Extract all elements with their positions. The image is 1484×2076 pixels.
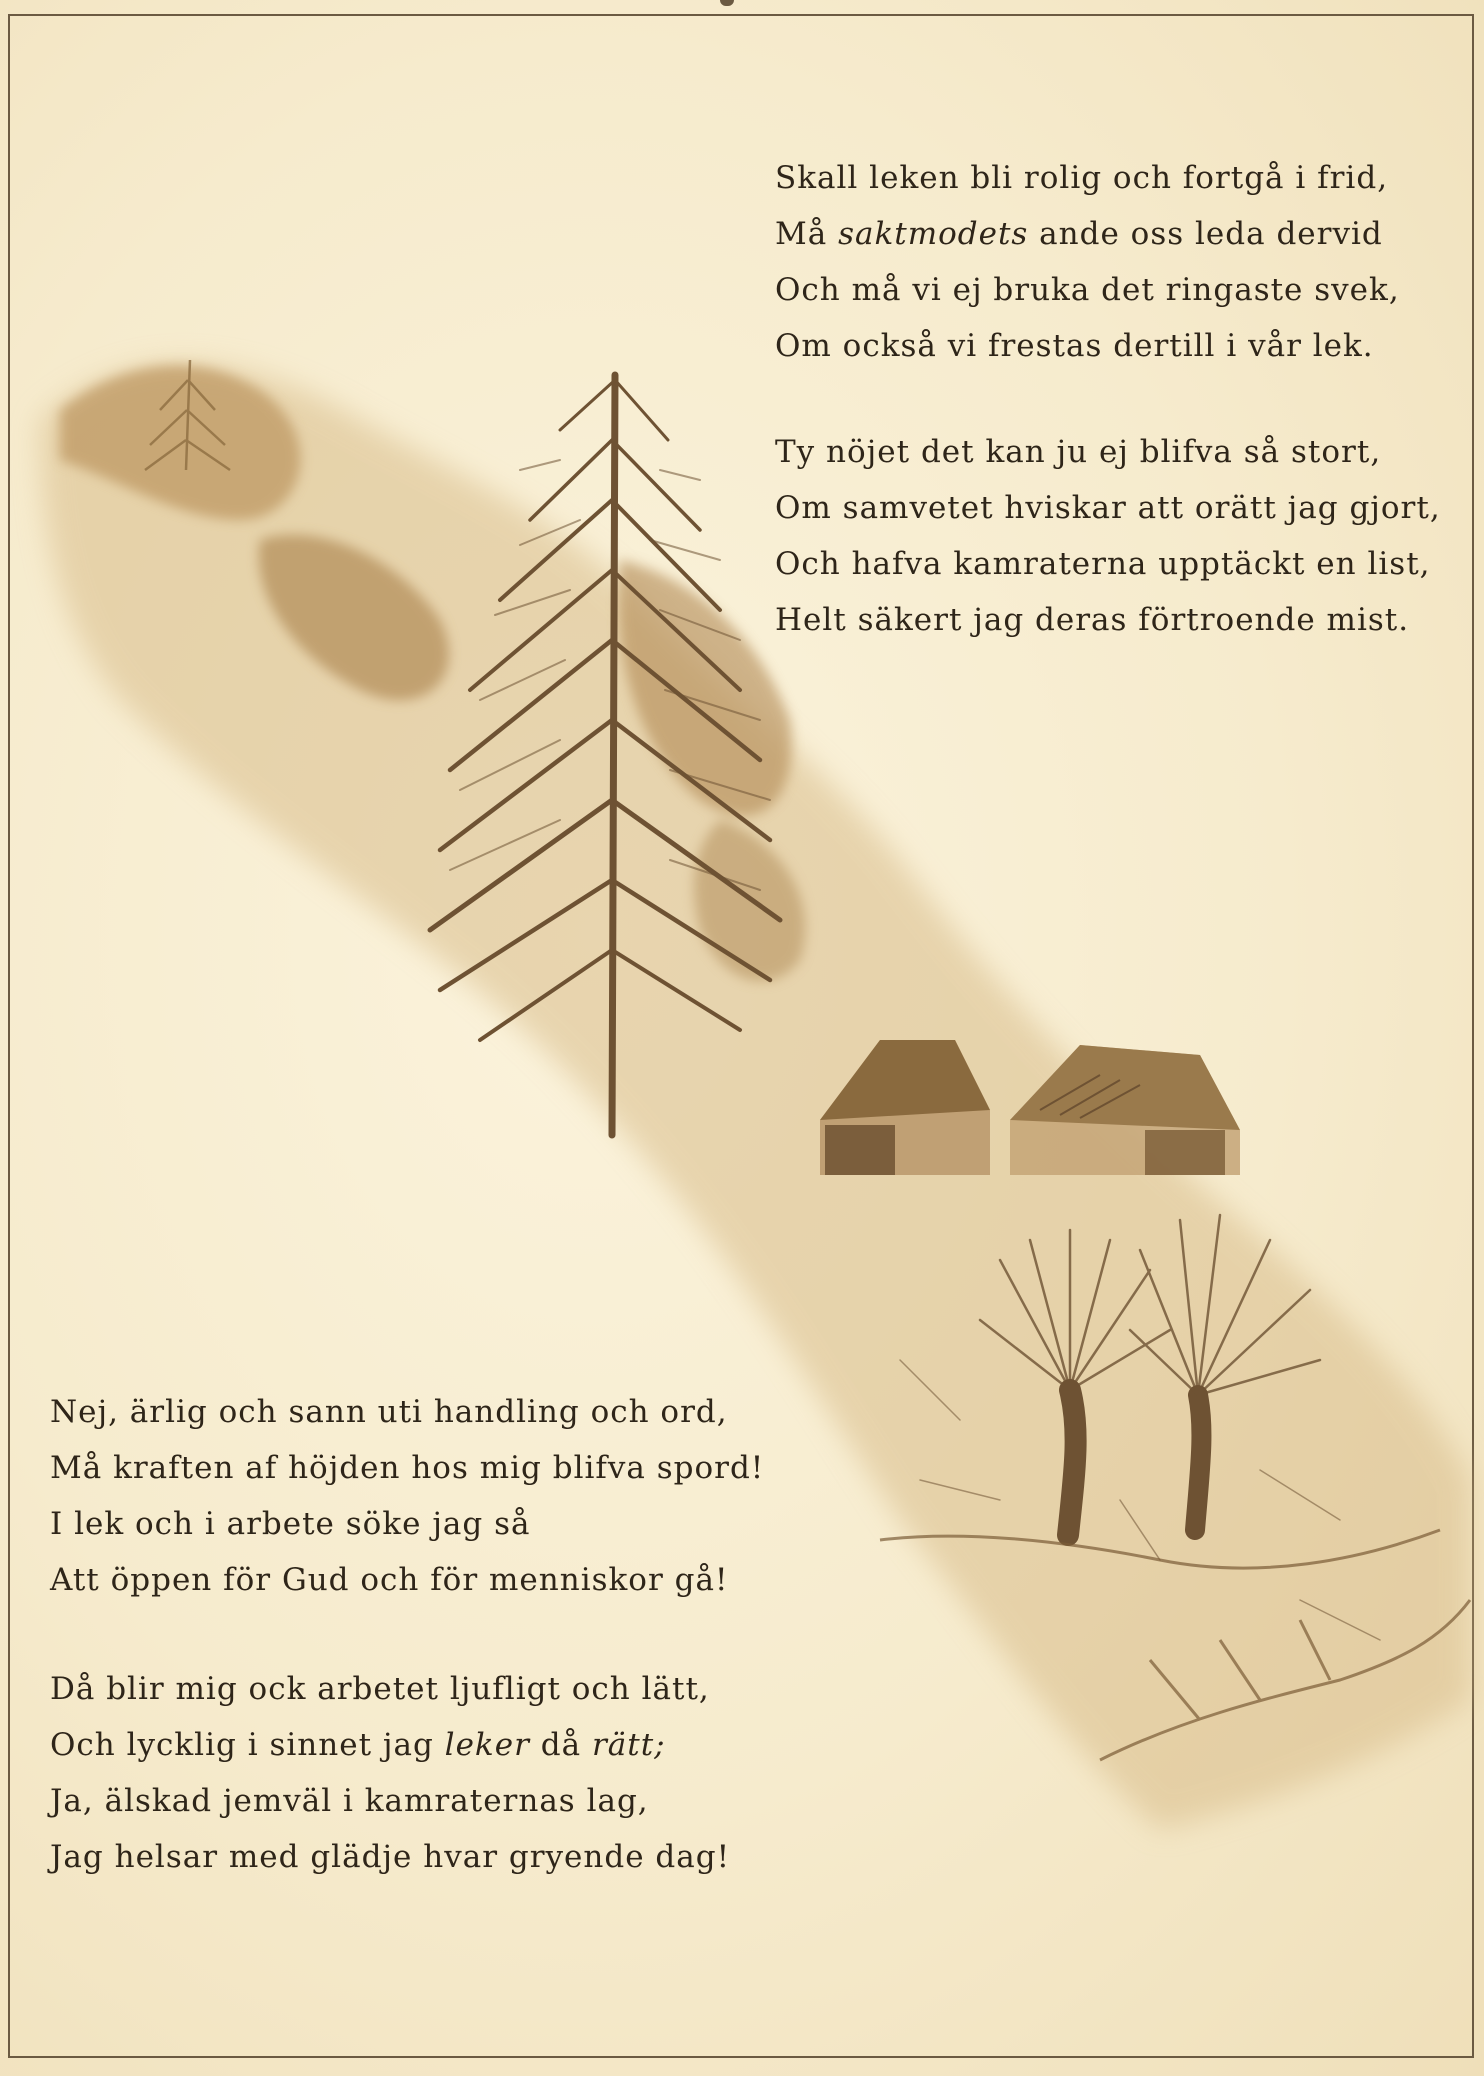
- poem-line: Och lycklig i sinnet jag leker då rätt;: [50, 1727, 666, 1763]
- italic-word: leker: [444, 1727, 530, 1763]
- poem-line: Att öppen för Gud och för menniskor gå!: [50, 1562, 729, 1598]
- poem-line: Och må vi ej bruka det ringaste svek,: [775, 272, 1400, 308]
- poem-line: Om också vi frestas dertill i vår lek.: [775, 328, 1374, 364]
- stanza-3: [50, 1384, 764, 1608]
- poem-line: Jag helsar med glädje hvar gryende dag!: [50, 1839, 731, 1875]
- stanza-4: [50, 1661, 730, 1885]
- poem-line: Skall leken bli rolig och fortgå i frid,: [775, 160, 1389, 196]
- stanza-1: [775, 150, 1400, 374]
- italic-word: saktmodets: [838, 216, 1029, 252]
- stanza-2: [775, 424, 1441, 648]
- italic-word: rätt;: [591, 1727, 666, 1763]
- poem-line: Ty nöjet det kan ju ej blifva så stort,: [775, 434, 1382, 470]
- poem-line: Och hafva kamraterna upptäckt en list,: [775, 546, 1431, 582]
- poem-line: Om samvetet hviskar att orätt jag gjort,: [775, 490, 1441, 526]
- poem-line: Ja, älskad jemväl i kamraternas lag,: [50, 1783, 649, 1819]
- poem-line: Må saktmodets ande oss leda dervid: [775, 216, 1383, 252]
- poem-line: Då blir mig ock arbetet ljufligt och lätt,: [50, 1671, 710, 1707]
- poem-line: Må kraften af höjden hos mig blifva spord!: [50, 1450, 765, 1486]
- poem-line: Helt säkert jag deras förtroende mist.: [775, 602, 1410, 638]
- poem-line: I lek och i arbete söke jag så: [50, 1506, 531, 1542]
- poem-line: Nej, ärlig och sann uti handling och ord,: [50, 1394, 728, 1430]
